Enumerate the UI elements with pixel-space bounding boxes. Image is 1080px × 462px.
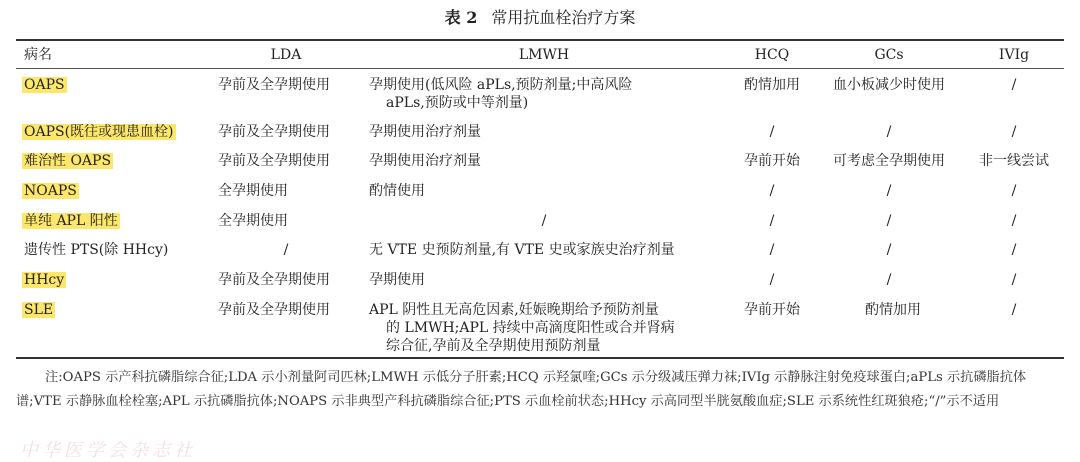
header-ivig: IVIg — [998, 47, 1030, 63]
table-row-name — [24, 152, 113, 170]
header-lmwh: LMWH — [518, 47, 570, 63]
row-name-highlight: 难治性 OAPS — [24, 153, 112, 169]
row-lmwh-line: 孕期使用 — [369, 272, 425, 288]
row-gcs: / — [886, 242, 892, 258]
row-hcq: / — [769, 242, 775, 258]
table-row-name — [24, 123, 176, 141]
row-lda: 孕前及全孕期使用 — [218, 124, 330, 140]
row-gcs: 血小板减少时使用 — [833, 77, 945, 93]
row-lmwh-line: 的 LMWH;APL 持续中高滴度阳性或合并肾病 — [386, 320, 675, 336]
row-ivig: / — [1011, 242, 1017, 258]
row-hcq: / — [769, 213, 775, 229]
header-lda: LDA — [270, 47, 302, 63]
row-lda: 孕前及全孕期使用 — [218, 77, 330, 93]
row-lmwh-line: 孕期使用(低风险 aPLs,预防剂量;中高风险 — [369, 77, 633, 93]
row-ivig: / — [1011, 183, 1017, 199]
row-lda: 孕前及全孕期使用 — [218, 302, 330, 318]
row-name-highlight: 单纯 APL 阳性 — [24, 213, 118, 229]
table-row-name: 遗传性 PTS(除 HHcy) — [24, 242, 169, 258]
watermark-logo: 中华医学会杂志社 — [20, 440, 196, 461]
header-rule — [16, 68, 1064, 69]
top-rule — [16, 39, 1064, 41]
row-lmwh-line: 无 VTE 史预防剂量,有 VTE 史或家族史治疗剂量 — [369, 242, 675, 258]
table-row-name — [24, 271, 66, 289]
row-lmwh-line: APL 阴性且无高危因素,妊娠晚期给予预防剂量 — [369, 302, 659, 318]
row-lmwh-line: aPLs,预防或中等剂量) — [386, 95, 529, 111]
row-name-highlight: OAPS — [24, 77, 65, 93]
row-name-highlight: OAPS(既往或现患血栓) — [24, 124, 174, 140]
row-lmwh-line: 孕期使用治疗剂量 — [369, 153, 481, 169]
table-row-name — [24, 182, 79, 200]
row-gcs: / — [886, 272, 892, 288]
row-name-highlight: SLE — [24, 302, 54, 318]
row-hcq: / — [769, 124, 775, 140]
row-lmwh-line: 酌情使用 — [369, 183, 425, 199]
row-name-highlight: NOAPS — [24, 183, 77, 199]
row-lda: / — [283, 242, 289, 258]
row-hcq: 孕前开始 — [744, 302, 800, 318]
row-lmwh-line: 综合征,孕前及全孕期使用预防剂量 — [386, 338, 601, 354]
row-ivig: 非一线尝试 — [979, 153, 1049, 169]
row-ivig: / — [1011, 124, 1017, 140]
row-lda: 孕前及全孕期使用 — [218, 272, 330, 288]
row-ivig: / — [1011, 272, 1017, 288]
row-gcs: / — [886, 213, 892, 229]
row-gcs: / — [886, 124, 892, 140]
bottom-rule — [16, 357, 1064, 359]
table-number: 表 2 — [444, 8, 478, 27]
table-title — [0, 6, 1080, 30]
row-lda: 全孕期使用 — [218, 183, 288, 199]
row-hcq: / — [769, 183, 775, 199]
header-disease: 病名 — [24, 47, 52, 63]
row-hcq: 酌情加用 — [744, 77, 800, 93]
table-row-name — [24, 301, 55, 319]
row-lda: 全孕期使用 — [218, 213, 288, 229]
row-ivig: / — [1011, 302, 1017, 318]
row-lmwh-line: 孕期使用治疗剂量 — [369, 124, 481, 140]
row-hcq: 孕前开始 — [744, 153, 800, 169]
row-gcs: 可考虑全孕期使用 — [833, 153, 945, 169]
row-ivig: / — [1011, 77, 1017, 93]
row-gcs-merged: 酌情加用 — [865, 302, 921, 318]
row-ivig: / — [1011, 213, 1017, 229]
row-hcq: / — [769, 272, 775, 288]
row-lmwh-line: / — [541, 213, 547, 229]
row-name-highlight: HHcy — [24, 272, 65, 288]
header-hcq: HCQ — [754, 47, 790, 63]
table-row-name — [24, 76, 67, 94]
table-row-name — [24, 212, 120, 230]
table-footnote: 注:OAPS 示产科抗磷脂综合征;LDA 示小剂量阿司匹林;LMWH 示低分子肝素;HCQ 示羟氯喹;GCs 示分级减压弹力袜;IVIg 示静脉注射免疫球蛋白;aPLs 示抗磷脂抗体谱;VTE 示静脉血栓栓塞;APL 示抗磷脂抗体;NOAPS 示非典型产科抗磷脂综合征;PTS 示血栓前状态;HHcy 示高同型半胱氨酸血症;SLE 示系统性红斑狼疮;“/”示不适用 — [16, 370, 1027, 409]
table-caption: 常用抗血栓治疗方案 — [491, 8, 636, 27]
row-gcs: / — [886, 183, 892, 199]
header-gcs: GCs — [874, 47, 904, 63]
row-lda: 孕前及全孕期使用 — [218, 153, 330, 169]
